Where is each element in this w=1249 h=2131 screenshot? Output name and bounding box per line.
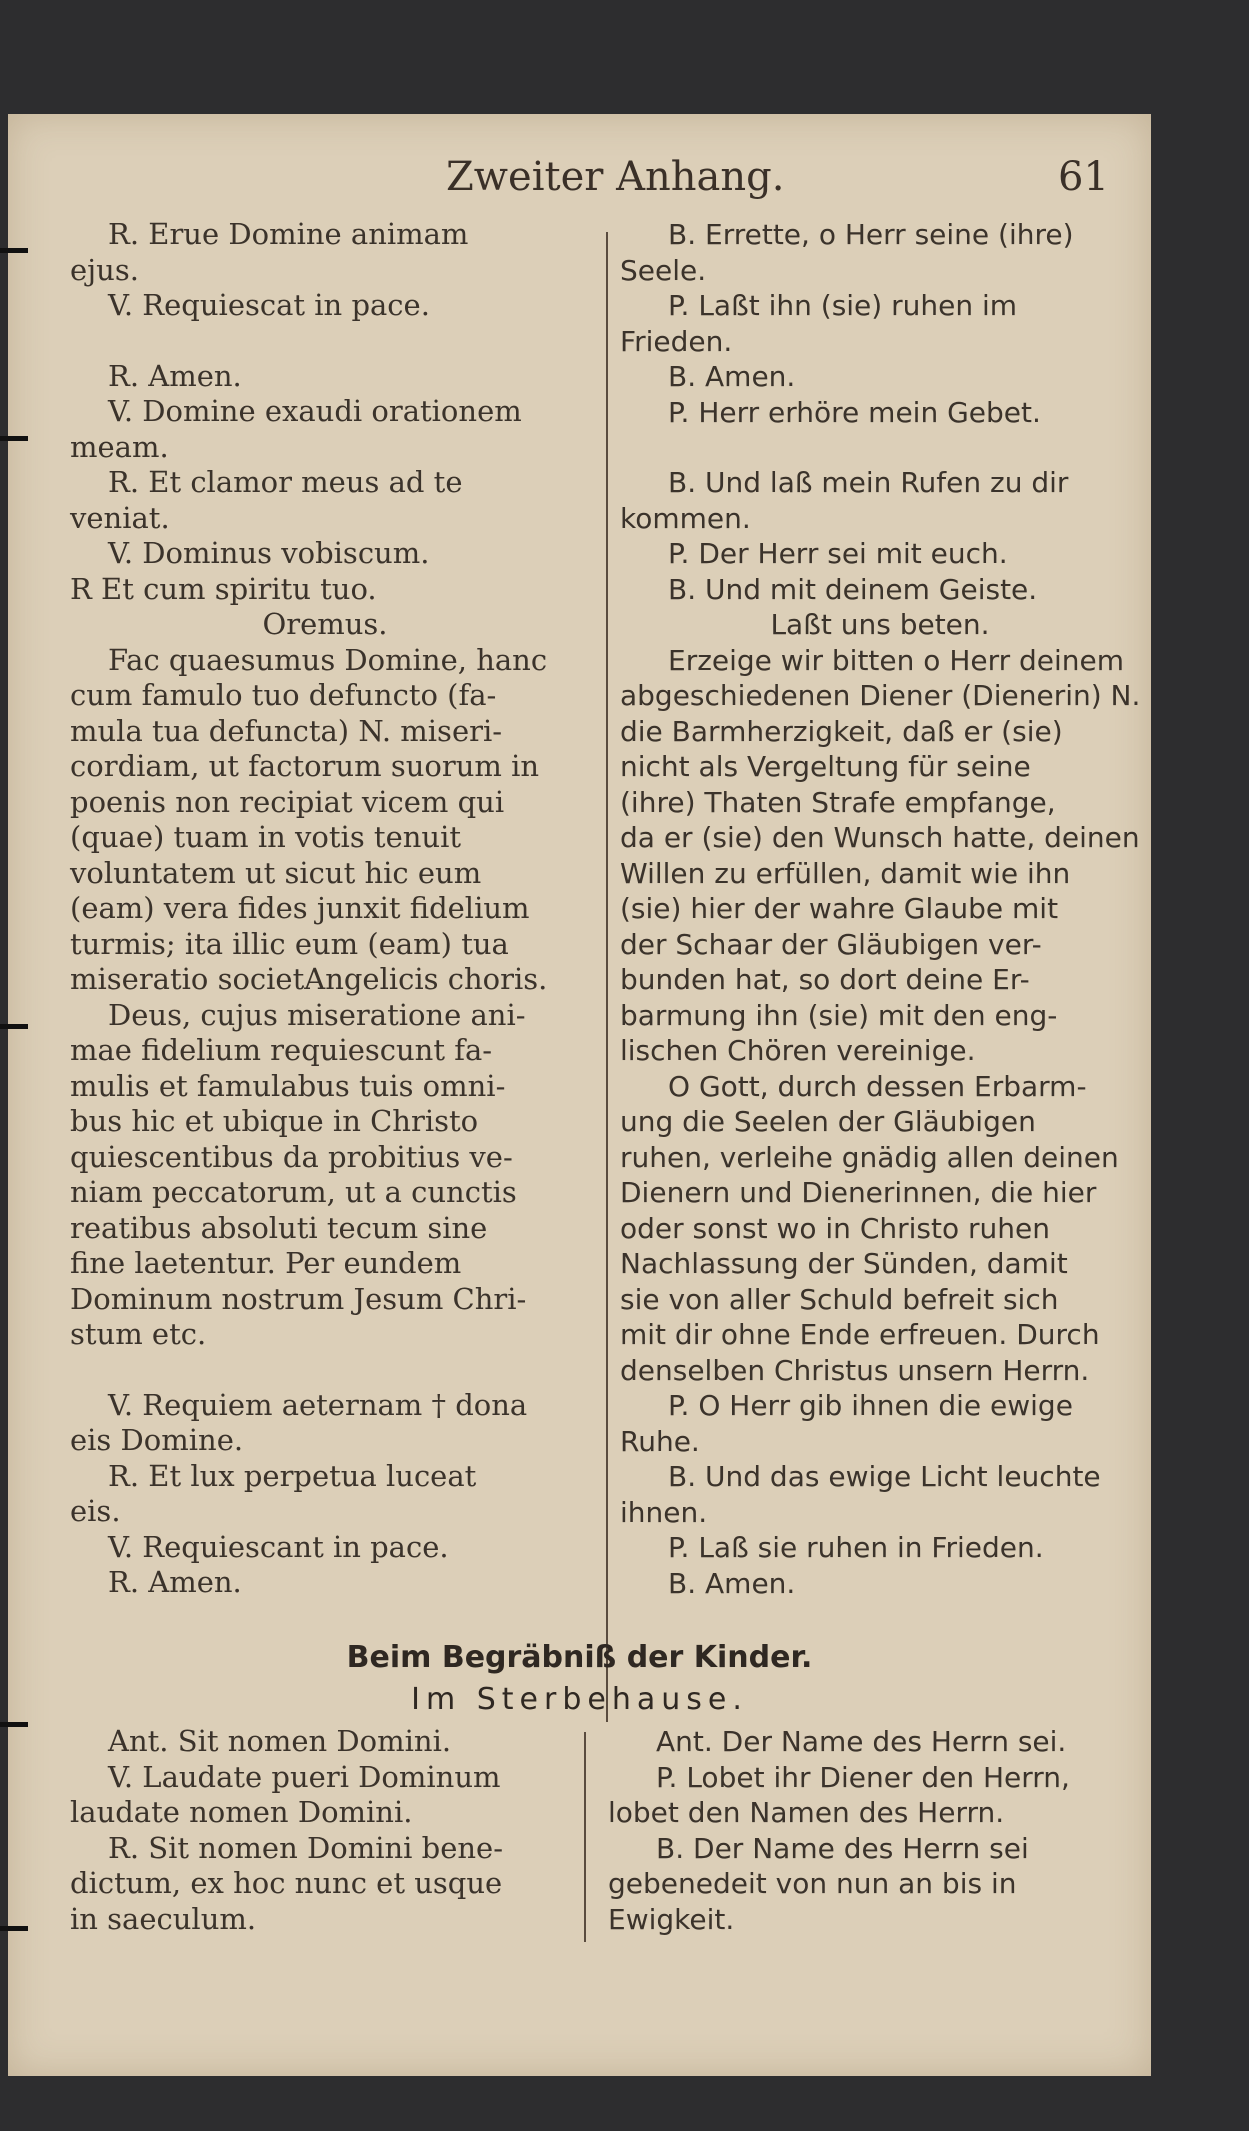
edge-mark — [0, 248, 28, 253]
text-line: B. Und mit deinem Geiste. — [668, 572, 1038, 606]
text-line: bunden hat, so dort deine Er- — [620, 963, 1030, 996]
text-line: V. Requiescat in pace. — [108, 288, 430, 322]
text-line: R. Et lux perpetua luceat — [108, 1458, 477, 1493]
column-divider — [606, 232, 608, 1722]
text-line: Ant. Der Name des Herrn sei. — [656, 1725, 1067, 1758]
section-heading: Beim Begräbniß der Kinder. — [346, 1640, 813, 1675]
text-line: nicht als Vergeltung für seine — [620, 750, 1031, 783]
text-line: Dienern und Dienerinnen, die hier — [620, 1176, 1097, 1209]
text-line: Frieden. — [620, 324, 733, 358]
text-line: V. Laudate pueri Dominum — [108, 1759, 501, 1794]
text-line: kommen. — [620, 501, 751, 535]
latin-column-1 — [70, 217, 580, 1601]
text-line: veniat. — [70, 500, 170, 535]
text-line: Dominum nostrum Jesum Chri- — [70, 1281, 527, 1316]
text-line: Ewigkeit. — [608, 1902, 735, 1936]
text-line: ruhen, verleihe gnädig allen deinen — [620, 1140, 1119, 1174]
text-line: B. Und das ewige Licht leuchte — [668, 1460, 1101, 1493]
text-line: P. Der Herr sei mit euch. — [668, 537, 1008, 570]
text-line: R Et cum spiritu tuo. — [70, 571, 377, 606]
edge-mark — [0, 1024, 28, 1029]
text-line: fine laetentur. Per eundem — [70, 1246, 462, 1280]
text-line: ung die Seelen der Gläubigen — [620, 1105, 1036, 1138]
german-column-2 — [608, 1724, 1128, 1937]
text-line: in saeculum. — [70, 1901, 257, 1936]
text-line: B. Der Name des Herrn sei — [656, 1831, 1029, 1865]
text-line: Erzeige wir bitten o Herr deinem — [668, 643, 1125, 677]
text-line — [70, 324, 580, 359]
text-line: Willen zu erfüllen, damit wie ihn — [620, 856, 1071, 890]
text-line: gebenedeit von nun an bis in — [608, 1867, 1017, 1900]
text-line: O Gott, durch dessen Erbarm- — [668, 1069, 1087, 1103]
text-line: Nachlassung der Sünden, damit — [620, 1247, 1068, 1280]
text-line: oder sonst wo in Christo ruhen — [620, 1211, 1050, 1245]
text-line: ihnen. — [620, 1495, 708, 1529]
text-line — [70, 1353, 580, 1388]
running-title: Zweiter Anhang. — [446, 154, 785, 200]
text-line: P. Herr erhöre mein Gebet. — [668, 395, 1041, 429]
text-line: R. Amen. — [108, 358, 242, 393]
text-line: P. O Herr gib ihnen die ewige — [668, 1389, 1073, 1422]
text-line: B. Amen. — [668, 1566, 796, 1600]
text-line: Oremus. — [262, 607, 388, 641]
text-line: cordiam, ut factorum suorum in — [70, 749, 540, 783]
text-line: bus hic et ubique in Christo — [70, 1104, 479, 1138]
text-line: Fac quaesumus Domine, hanc — [108, 642, 548, 677]
text-line: P. Laß sie ruhen in Frieden. — [668, 1531, 1044, 1564]
page-header — [8, 154, 1151, 214]
text-line: dictum, ex hoc nunc et usque — [70, 1866, 503, 1900]
text-line: meam. — [70, 429, 169, 464]
text-line: V. Domine exaudi orationem — [108, 394, 522, 428]
text-line: V. Requiem aeternam † dona — [108, 1387, 528, 1422]
text-line: (quae) tuam in votis tenuit — [70, 820, 462, 854]
text-line: Deus, cujus miseratione ani- — [108, 997, 526, 1032]
text-line: sie von aller Schuld befreit sich — [620, 1282, 1059, 1316]
section-subheading: Im Sterbehause. — [411, 1682, 748, 1717]
text-line: V. Requiescant in pace. — [108, 1529, 449, 1564]
text-line: denselben Christus unsern Herrn. — [620, 1353, 1090, 1387]
column-divider-2 — [584, 1732, 586, 1942]
text-line: eis Domine. — [70, 1423, 244, 1457]
text-line: B. Amen. — [668, 360, 796, 393]
text-line: R. Et clamor meus ad te — [108, 465, 463, 499]
text-line: V. Dominus vobiscum. — [108, 536, 430, 570]
text-line: mula tua defuncta) N. miseri- — [70, 713, 503, 748]
text-line: (sie) hier der wahre Glaube mit — [620, 892, 1059, 925]
text-line: der Schaar der Gläubigen ver- — [620, 927, 1042, 961]
text-line: (eam) vera fides junxit fidelium — [70, 891, 530, 925]
edge-mark — [0, 1722, 28, 1727]
text-line: R. Sit nomen Domini bene- — [108, 1830, 503, 1865]
text-line: eis. — [70, 1494, 121, 1528]
edge-mark — [0, 436, 28, 441]
text-line: (ihre) Thaten Strafe empfange, — [620, 785, 1056, 819]
text-line: R. Erue Domine animam — [108, 217, 469, 251]
text-line: B. Und laß mein Rufen zu dir — [668, 466, 1069, 499]
latin-column-2 — [70, 1724, 580, 1937]
text-line: niam peccatorum, ut a cunctis — [70, 1175, 517, 1209]
edge-mark — [0, 1926, 28, 1931]
text-line: P. Laßt ihn (sie) ruhen im — [668, 289, 1018, 322]
page-number: 61 — [1058, 154, 1109, 200]
book-page — [8, 114, 1151, 2076]
text-line: quiescentibus da probitius ve- — [70, 1139, 513, 1174]
text-line: voluntatem ut sicut hic eum — [70, 855, 482, 890]
text-line: lischen Chören vereinige. — [620, 1034, 976, 1067]
german-column-1 — [620, 217, 1140, 1601]
text-line: ejus. — [70, 252, 139, 287]
text-line: Seele. — [620, 253, 707, 287]
text-line: Ruhe. — [620, 1424, 700, 1458]
text-line: mulis et famulabus tuis omni- — [70, 1068, 506, 1103]
text-line — [620, 430, 1140, 465]
text-line: B. Errette, o Herr seine (ihre) — [668, 218, 1074, 251]
text-line: R. Amen. — [108, 1565, 242, 1599]
text-line: die Barmherzigkeit, daß er (sie) — [620, 714, 1063, 748]
text-line: da er (sie) den Wunsch hatte, deinen — [620, 821, 1140, 854]
text-line: Ant. Sit nomen Domini. — [108, 1724, 452, 1758]
text-line: mit dir ohne Ende erfreuen. Durch — [620, 1318, 1100, 1351]
text-line: cum famulo tuo defuncto (fa- — [70, 678, 497, 712]
text-line: Laßt uns beten. — [770, 608, 990, 641]
text-line: turmis; ita illic eum (eam) tua — [70, 926, 509, 961]
text-line: P. Lobet ihr Diener den Herrn, — [656, 1760, 1070, 1794]
text-line: abgeschiedenen Diener (Dienerin) N. — [620, 679, 1141, 712]
text-line: poenis non recipiat vicem qui — [70, 784, 505, 819]
text-line: laudate nomen Domini. — [70, 1795, 413, 1829]
text-line: reatibus absoluti tecum sine — [70, 1210, 488, 1245]
text-line: lobet den Namen des Herrn. — [608, 1796, 1005, 1829]
text-line: barmung ihn (sie) mit den eng- — [620, 998, 1058, 1032]
text-line: stum etc. — [70, 1317, 207, 1351]
text-line: miseratio societAngelicis choris. — [70, 962, 548, 996]
text-line: mae fidelium requiescunt fa- — [70, 1033, 493, 1067]
